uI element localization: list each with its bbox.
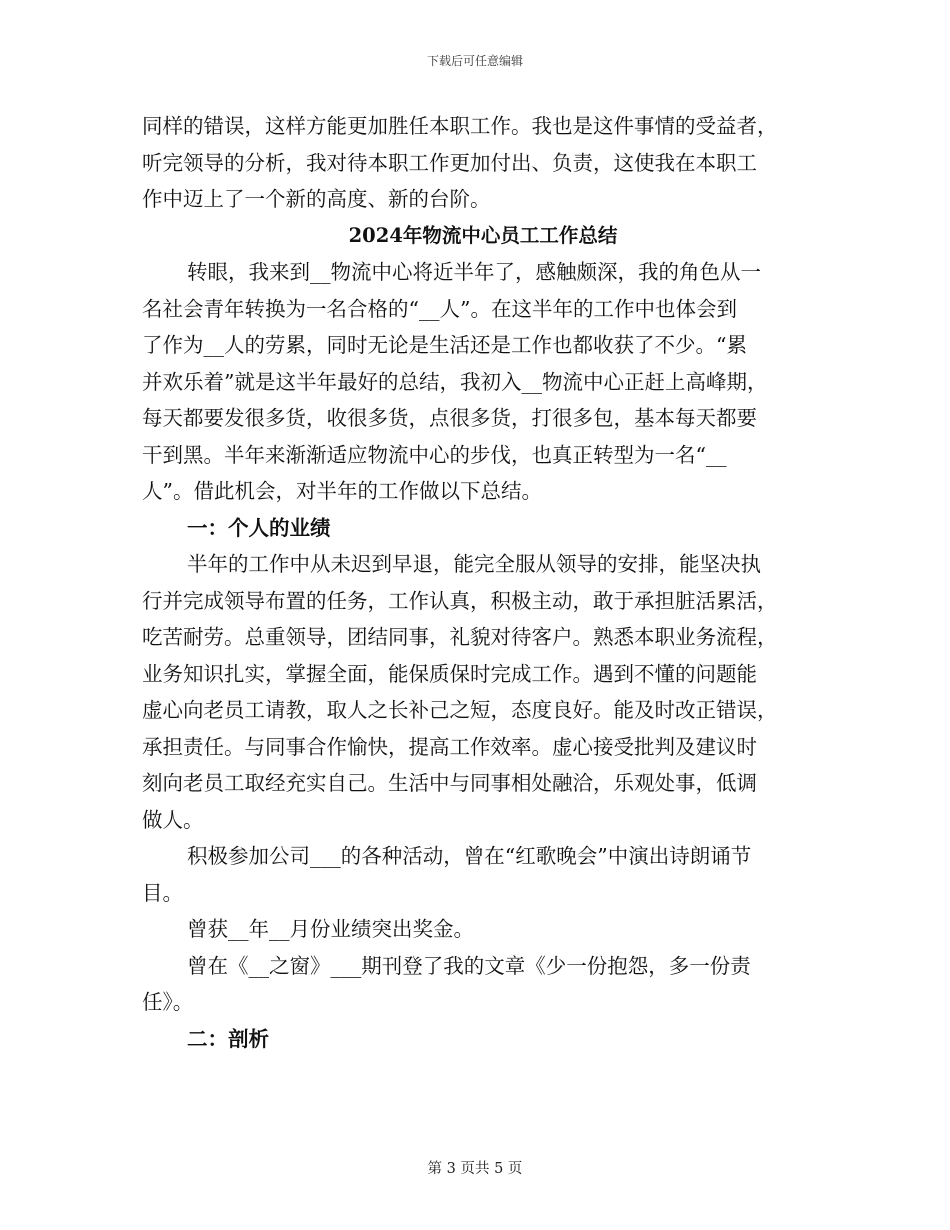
paragraph-line: 名社会青年转换为一名合格的“__人”。在这半年的工作中也体会到 [142,296,737,321]
paragraph-line: 行并完成领导布置的任务，工作认真，积极主动，敢于承担脏活累活， [142,588,778,613]
page-number: 第 3 页共 5 页 [427,1161,523,1177]
paragraph-line: 曾在《__之窗》___期刊登了我的文章《少一份抱怨，多一份责 [187,953,751,978]
page-header: 下载后可任意编辑 [426,54,523,68]
paragraph-line: 听完领导的分析，我对待本职工作更加付出、负责，这使我在本职工 [142,150,757,175]
paragraph-line: 业务知识扎实，掌握全面，能保质保时完成工作。遇到不懂的问题能 [142,661,757,686]
paragraph-line: 同样的错误，这样方能更加胜任本职工作。我也是这件事情的受益者， [142,114,778,138]
section-heading: 一：个人的业绩 [187,515,331,540]
paragraph-line: 转眼，我来到__物流中心将近半年了，感触颇深，我的角色从一 [187,260,761,284]
paragraph-line: 虚心向老员工请教，取人之长补己之短，态度良好。能及时改正错误， [142,698,778,722]
paragraph-line: 半年的工作中从未迟到早退，能完全服从领导的安排，能坚决执 [187,552,761,576]
paragraph-line: 干到黑。半年来渐渐适应物流中心的步伐，也真正转型为一名“__ [142,442,727,467]
paragraph-line: 了作为__人的劳累，同时无论是生活还是工作也都收获了不少。“累 [142,333,747,357]
paragraph-line: 并欢乐着”就是这半年最好的总结，我初入__物流中心正赶上高峰期， [142,369,768,394]
paragraph-line: 积极参加公司___的各种活动，曾在“红歌晚会”中演出诗朗诵节 [187,844,752,868]
paragraph-line: 刻向老员工取经充实自己。生活中与同事相处融洽，乐观处事，低调 [142,771,757,795]
paragraph-line: 曾获__年__月份业绩突出奖金。 [187,917,474,941]
paragraph-line: 任》。 [142,990,194,1014]
paragraph-line: 承担责任。与同事合作愉快，提高工作效率。虚心接受批判及建议时 [142,734,757,759]
document-body [142,108,810,1057]
paragraph-line: 人”。借此机会，对半年的工作做以下总结。 [142,479,542,503]
document-title: 2024年物流中心员工工作总结 [348,223,618,247]
paragraph-line: 每天都要发很多货，收很多货，点很多货，打很多包，基本每天都要 [142,406,757,430]
paragraph-line: 目。 [142,880,183,905]
paragraph-line: 吃苦耐劳。总重领导，团结同事，礼貌对待客户。熟悉本职业务流程， [142,625,778,649]
section-heading: 二：剖析 [187,1026,269,1051]
paragraph-line: 作中迈上了一个新的高度、新的台阶。 [142,187,491,211]
paragraph-line: 做人。 [142,807,204,832]
